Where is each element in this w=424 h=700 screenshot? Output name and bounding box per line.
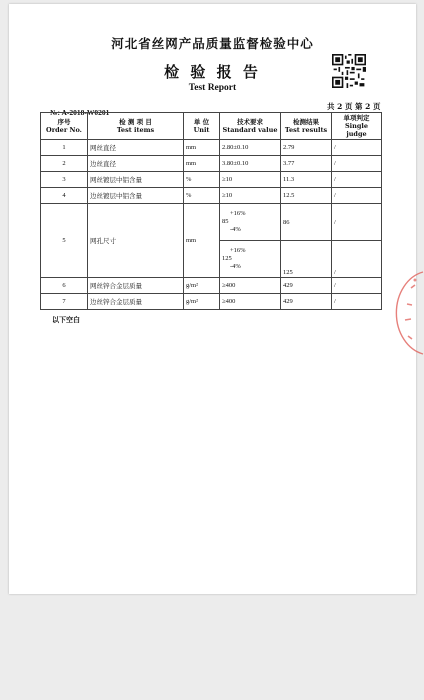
cell-test-item: 网丝直径 [88, 140, 184, 156]
cell-test-item: 边丝直径 [88, 156, 184, 172]
header-standard-value: 技术要求 Standard value [220, 113, 281, 140]
cell-standard: ≥400 [220, 294, 281, 310]
cell-result: 2.79 [281, 140, 332, 156]
table-row [41, 294, 382, 310]
cell-unit: g/m² [184, 294, 220, 310]
cell-result: 429 [281, 294, 332, 310]
report-title-en: Test Report [188, 83, 237, 93]
table-row [41, 140, 382, 156]
red-seal-stamp-icon [393, 268, 424, 358]
cell-judge: / [332, 188, 382, 204]
header-test-results: 检测结果 Test results [281, 113, 332, 140]
table-row [41, 204, 382, 241]
cell-standard: 2.80±0.10 [220, 140, 281, 156]
table-row [41, 172, 382, 188]
table-row [41, 156, 382, 172]
cell-result: 3.77 [281, 156, 332, 172]
cell-standard: 3.80±0.10 [220, 156, 281, 172]
cell-judge: / [332, 241, 382, 278]
header-single-judge: 单项判定 Single judge [332, 113, 382, 140]
cell-unit: g/m² [184, 278, 220, 294]
cell-order-no: 4 [41, 188, 88, 204]
header-unit: 单 位 Unit [184, 113, 220, 140]
header-order-no: 序号 Order No. [41, 113, 88, 140]
cell-test-item: 网丝锌合金层质量 [88, 278, 184, 294]
cell-judge: / [332, 156, 382, 172]
blank-below-note: 以下空白 [52, 315, 80, 324]
cell-test-item: 边丝锌合金层质量 [88, 294, 184, 310]
cell-test-item: 边丝镀层中铝含量 [88, 188, 184, 204]
cell-order-no: 5 [41, 204, 88, 278]
cell-judge: / [332, 278, 382, 294]
table-row [41, 278, 382, 294]
cell-order-no: 7 [41, 294, 88, 310]
cell-order-no: 2 [41, 156, 88, 172]
table-header-row [41, 113, 382, 140]
cell-result: 86 [281, 204, 332, 241]
report-title-cn: 检 验 报 告 [164, 63, 261, 81]
cell-result: 11.3 [281, 172, 332, 188]
cell-result: 125 [281, 241, 332, 278]
header-test-items: 检 测 项 目 Test items [88, 113, 184, 140]
cell-judge: / [332, 204, 382, 241]
cell-unit: % [184, 172, 220, 188]
cell-unit: mm [184, 156, 220, 172]
cell-order-no: 6 [41, 278, 88, 294]
cell-judge: / [332, 140, 382, 156]
cell-order-no: 1 [41, 140, 88, 156]
cell-standard: ≥400 [220, 278, 281, 294]
cell-test-item: 网孔尺寸 [88, 204, 184, 278]
cell-standard: ≥10 [220, 188, 281, 204]
cell-test-item: 网丝镀层中铝含量 [88, 172, 184, 188]
cell-unit: % [184, 188, 220, 204]
cell-unit: mm [184, 204, 220, 278]
cell-order-no: 3 [41, 172, 88, 188]
cell-unit: mm [184, 140, 220, 156]
results-table [40, 112, 382, 310]
cell-standard-tolerance: +16% 85 -4% [220, 204, 281, 241]
organization-name: 河北省丝网产品质量监督检验中心 [111, 36, 314, 51]
qr-code-icon [332, 54, 366, 88]
cell-judge: / [332, 172, 382, 188]
cell-standard-tolerance: +16% 125 -4% [220, 241, 281, 278]
table-row [41, 188, 382, 204]
cell-standard: ≥10 [220, 172, 281, 188]
cell-result: 12.5 [281, 188, 332, 204]
page-indicator: 共 2 页 第 2 页 [327, 102, 381, 111]
cell-judge: / [332, 294, 382, 310]
cell-result: 429 [281, 278, 332, 294]
report-number: №: A-2018-W0201 [50, 108, 110, 117]
